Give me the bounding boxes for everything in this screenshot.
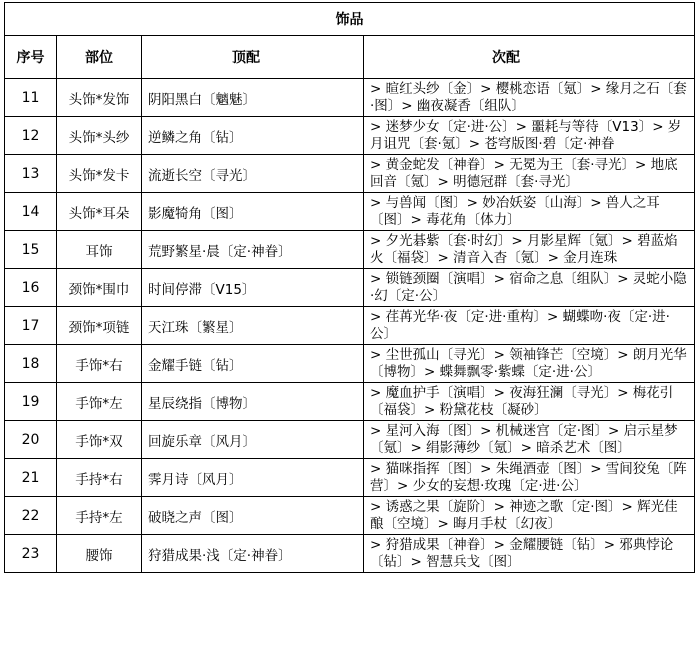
header-top-config: 顶配 [142,36,364,79]
table-body [5,3,695,573]
table-row [5,497,695,535]
row-top-config: 狩猎成果·浅〔定·神眷〕 [142,535,364,573]
row-part: 头饰*耳朵 [57,193,142,231]
table-row [5,383,695,421]
row-sub-config: > 夕光碁紫〔套·时幻〕> 月影星辉〔氪〕> 碧蓝焰火〔福袋〕> 清音入杳〔氪〕> 金月连珠 [364,231,695,269]
row-part: 头饰*发卡 [57,155,142,193]
row-sub-config: > 与兽闻〔图〕> 妙冶妖姿〔山海〕> 兽人之耳〔图〕> 毒花角〔体力〕 [364,193,695,231]
table-row [5,421,695,459]
row-sub-config: > 尘世孤山〔寻光〕> 领袖锋芒〔空境〕> 朗月光华〔博物〕> 蝶舞飘零·紫蝶〔定·进·公〕 [364,345,695,383]
row-index: 20 [5,421,57,459]
row-sub-config: > 猫咪指挥〔图〕> 朱绳酒壶〔图〕> 雪间狡兔〔阵营〕> 少女的妄想·玫瑰〔定·进·公〕 [364,459,695,497]
row-part: 头饰*发饰 [57,79,142,117]
row-top-config: 荒野繁星·晨〔定·神眷〕 [142,231,364,269]
table-row [5,155,695,193]
row-part: 头饰*头纱 [57,117,142,155]
row-index: 19 [5,383,57,421]
row-index: 23 [5,535,57,573]
row-index: 14 [5,193,57,231]
row-index: 21 [5,459,57,497]
row-part: 手饰*左 [57,383,142,421]
row-top-config: 金耀手链〔钻〕 [142,345,364,383]
row-part: 手饰*双 [57,421,142,459]
row-sub-config: > 黄金蛇发〔神眷〕> 无冕为王〔套·寻光〕> 地底回音〔氪〕> 明德冠群〔套·寻光〕 [364,155,695,193]
row-index: 16 [5,269,57,307]
table-row [5,193,695,231]
header-index: 序号 [5,36,57,79]
row-top-config: 逆鳞之角〔钻〕 [142,117,364,155]
table-row [5,117,695,155]
row-part: 颈饰*项链 [57,307,142,345]
row-top-config: 影魔犄角〔图〕 [142,193,364,231]
row-top-config: 霁月诗〔风月〕 [142,459,364,497]
header-sub-config: 次配 [364,36,695,79]
accessories-table [4,2,695,573]
row-index: 11 [5,79,57,117]
row-part: 腰饰 [57,535,142,573]
row-index: 12 [5,117,57,155]
row-index: 22 [5,497,57,535]
table-title-row [5,3,695,36]
header-part: 部位 [57,36,142,79]
row-top-config: 天江珠〔繁星〕 [142,307,364,345]
row-part: 手持*左 [57,497,142,535]
row-top-config: 时间停滞〔V15〕 [142,269,364,307]
table-row [5,535,695,573]
row-sub-config: > 狩猎成果〔神眷〕> 金耀腰链〔钻〕> 邪典悖论〔钻〕> 智慧兵戈〔图〕 [364,535,695,573]
row-part: 手饰*右 [57,345,142,383]
table-title: 饰品 [5,3,695,36]
row-index: 18 [5,345,57,383]
row-part: 手持*右 [57,459,142,497]
row-top-config: 阴阳黑白〔魑魅〕 [142,79,364,117]
row-top-config: 流逝长空〔寻光〕 [142,155,364,193]
row-index: 15 [5,231,57,269]
table-row [5,79,695,117]
row-sub-config: > 锁链颈圈〔演唱〕> 宿命之息〔组队〕> 灵蛇小隐·幻〔定·公〕 [364,269,695,307]
row-sub-config: > 迷梦少女〔定·进·公〕> 噩耗与等待〔V13〕> 岁月诅咒〔套·氪〕> 苍穹版图·碧〔定·神眷 [364,117,695,155]
row-part: 耳饰 [57,231,142,269]
row-sub-config: > 诱惑之果〔旋阶〕> 神迹之歌〔定·图〕> 辉光佳酿〔空境〕> 晦月手杖〔幻夜〕 [364,497,695,535]
row-top-config: 星辰绕指〔博物〕 [142,383,364,421]
row-sub-config: > 暄红头纱〔金〕> 樱桃恋语〔氪〕> 缘月之石〔套·图〕> 幽夜凝香〔组队〕 [364,79,695,117]
row-sub-config: > 星河入海〔图〕> 机械迷宫〔定·图〕> 启示星梦〔氪〕> 绢影薄纱〔氪〕> 暗杀艺术〔图〕 [364,421,695,459]
row-sub-config: > 魔血护手〔演唱〕> 夜海狂澜〔寻光〕> 梅花引〔福袋〕> 粉黛花枝〔凝砂〕 [364,383,695,421]
row-sub-config: > 荏苒光华·夜〔定·进·重构〕> 蝴蝶吻·夜〔定·进·公〕 [364,307,695,345]
row-part: 颈饰*围巾 [57,269,142,307]
row-top-config: 回旋乐章〔风月〕 [142,421,364,459]
row-top-config: 破晓之声〔图〕 [142,497,364,535]
table-row [5,307,695,345]
table-row [5,345,695,383]
row-index: 13 [5,155,57,193]
table-row [5,231,695,269]
row-index: 17 [5,307,57,345]
table-header-row [5,36,695,79]
table-row [5,269,695,307]
table-row [5,459,695,497]
